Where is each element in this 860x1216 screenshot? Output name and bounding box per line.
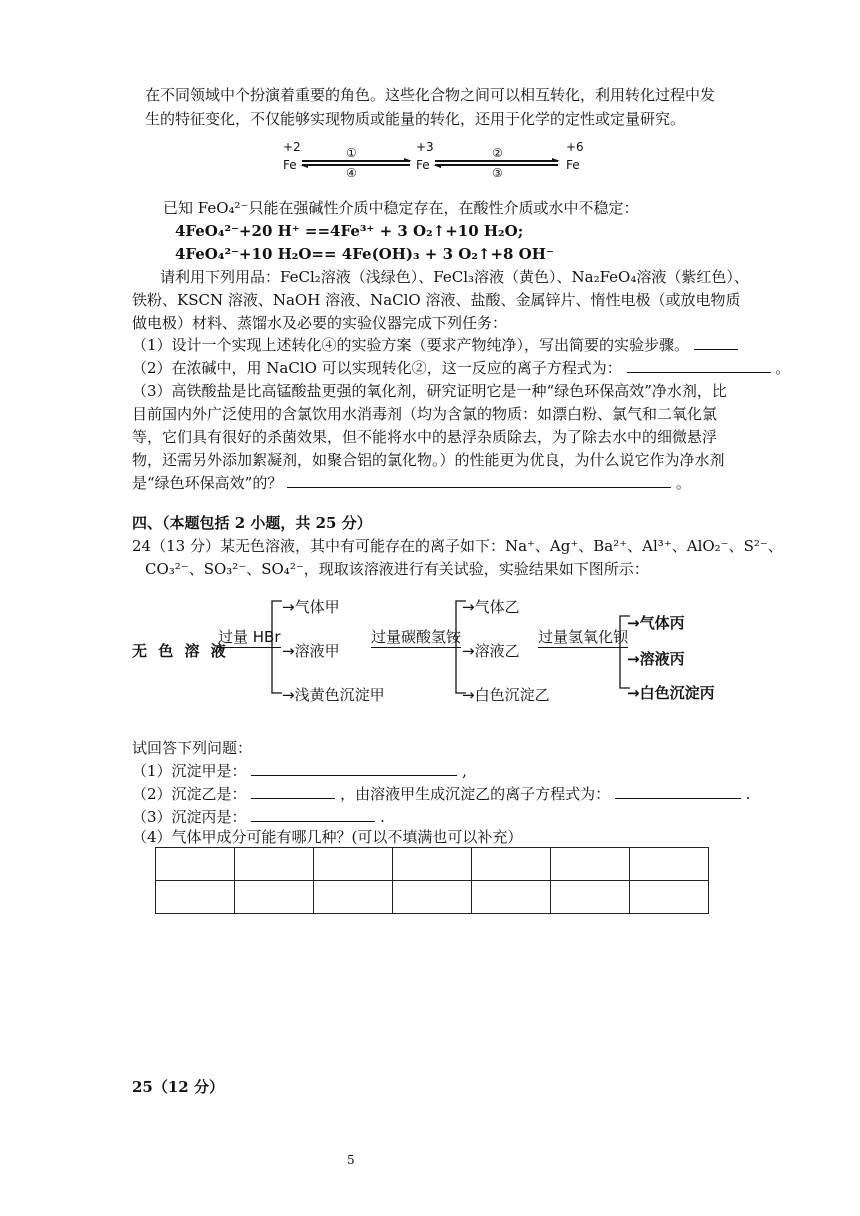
fe3-label: Fe (416, 158, 430, 172)
q24-answer-2-blank-a[interactable] (251, 783, 335, 799)
fe3-oxidation-state: +3 (416, 140, 434, 154)
arrow-2-label: ② (492, 146, 503, 160)
reagents-line-3: 做电极）材料、蒸馏水及必要的实验仪器完成下列任务： (132, 314, 508, 332)
q24-line-2: CO₃²⁻、SO₃²⁻、SO₄²⁻，现取该溶液进行有关试验，实验结果如下图所示： (145, 560, 649, 578)
q24-answer-2-blank-b[interactable] (615, 783, 741, 799)
q23-part-2-end: 。 (775, 359, 791, 377)
conversion-arrows (300, 140, 570, 185)
page-number: 5 (347, 1153, 355, 1167)
table-cell[interactable] (630, 881, 709, 914)
equation-1: 4FeO₄²⁻+20 H⁺ ==4Fe³⁺ + 3 O₂↑+10 H₂O; (175, 222, 524, 240)
table-cell[interactable] (156, 848, 235, 881)
q24-answer-1-label: （1）沉淀甲是： (132, 762, 247, 780)
q23-part-3-question: 是“绿色环保高效”的？ (132, 474, 283, 492)
table-cell[interactable] (551, 848, 630, 881)
q24-answer-2-mid: ，由溶液甲生成沉淀乙的离子方程式为： (340, 785, 611, 803)
table-cell[interactable] (472, 848, 551, 881)
table-row (156, 848, 709, 881)
table-cell[interactable] (235, 881, 314, 914)
q24-answer-1-end: , (462, 762, 467, 780)
table-cell[interactable] (393, 881, 472, 914)
flow-start: 无 色 溶 液 (132, 642, 229, 660)
fe6-oxidation-state: +6 (566, 140, 584, 154)
q24-answer-2-label: （2）沉淀乙是： (132, 785, 247, 803)
reagents-line-2: 铁粉、KSCN 溶液、NaOH 溶液、NaClO 溶液、盐酸、金属锌片、惰性电极（或放电物质 (132, 291, 741, 309)
flow-precipitate-c: →白色沉淀丙 (627, 684, 715, 702)
q23-part-3-line-4: 物，还需另外添加絮凝剂，如聚合铝的氯化物。）的性能更为优良，为什么说它作为净水剂 (132, 451, 725, 469)
flow-solution-a: →溶液甲 (282, 642, 340, 660)
table-cell[interactable] (235, 848, 314, 881)
table-cell[interactable] (314, 881, 393, 914)
gas-composition-table (155, 847, 709, 914)
q25-label: 25（12 分） (132, 1078, 224, 1096)
q23-part-3-end: 。 (675, 474, 691, 492)
section-4-heading: 四、（本题包括 2 小题，共 25 分） (132, 514, 372, 532)
q23-part-2-answer-blank[interactable] (627, 357, 771, 373)
flow-solution-b: →溶液乙 (462, 642, 520, 660)
q24-answer-1-blank[interactable] (251, 760, 457, 776)
q24-answer-4: （4）气体甲成分可能有哪几种？(可以不填满也可以补充） (132, 828, 523, 846)
flow-gas-c: →气体丙 (627, 614, 685, 632)
intro-line-1: 在不同领域中个扮演着重要的角色。这些化合物之间可以相互转化，利用转化过程中发 (145, 86, 716, 104)
q24-line-1: 24（13 分）某无色溶液，其中有可能存在的离子如下：Na⁺、Ag⁺、Ba²⁺、Al³⁺、AlO₂⁻、S²⁻、 (132, 537, 783, 555)
q24-answer-3-blank[interactable] (251, 806, 375, 822)
table-cell[interactable] (156, 881, 235, 914)
table-cell[interactable] (314, 848, 393, 881)
q23-part-2 (132, 357, 790, 379)
flow-precipitate-a: →浅黄色沉淀甲 (282, 686, 385, 704)
q24-prompt: 试回答下列问题： (132, 739, 253, 757)
fe2-oxidation-state: +2 (283, 140, 301, 154)
flow-precipitate-b: →白色沉淀乙 (462, 686, 550, 704)
table-cell[interactable] (630, 848, 709, 881)
q23-part-3-line-1: （3）高铁酸盐是比高锰酸盐更强的氧化剂，研究证明它是一种“绿色环保高效”净水剂，比 (132, 382, 727, 400)
q23-part-3-line-5 (132, 472, 691, 494)
q23-part-1-text: （1）设计一个实现上述转化④的实验方案（要求产物纯净），写出简要的实验步骤。 (132, 336, 690, 354)
arrow-4-label: ④ (346, 166, 357, 180)
equation-2: 4FeO₄²⁻+10 H₂O== 4Fe(OH)₃ + 3 O₂↑+8 OH⁻ (175, 245, 554, 263)
flow-gas-a: →气体甲 (282, 598, 340, 616)
table-row (156, 881, 709, 914)
flow-gas-b: →气体乙 (462, 598, 520, 616)
q23-part-3-answer-blank[interactable] (287, 472, 671, 488)
fe2-label: Fe (283, 158, 297, 172)
reagents-line-1: 请利用下列用品：FeCl₂溶液（浅绿色）、FeCl₃溶液（黄色）、Na₂FeO₄溶液（紫红色）、 (160, 268, 749, 286)
flow-step-2-reagent: 过量碳酸氢铵 (371, 628, 462, 646)
q24-answer-3-label: （3）沉淀丙是： (132, 808, 247, 826)
intro-line-2: 生的特征变化，不仅能够实现物质或能量的转化，还用于化学的定性或定量研究。 (145, 110, 686, 128)
table-cell[interactable] (472, 881, 551, 914)
table-cell[interactable] (393, 848, 472, 881)
q24-answer-1 (132, 760, 467, 782)
flow-step-1-reagent: 过量 HBr (218, 628, 281, 646)
table-cell[interactable] (551, 881, 630, 914)
q23-part-3-line-3: 等，它们具有很好的杀菌效果，但不能将水中的悬浮杂质除去，为了除去水中的细微悬浮 (132, 428, 718, 446)
q24-answer-2-end: . (745, 785, 751, 803)
q24-answer-3-end: . (380, 808, 385, 826)
arrow-1-label: ① (346, 146, 357, 160)
flow-solution-c: →溶液丙 (627, 650, 685, 668)
q24-answer-2 (132, 783, 750, 805)
q23-part-1-answer-blank[interactable] (694, 334, 738, 350)
q24-answer-3 (132, 806, 385, 828)
known-intro: 已知 FeO₄²⁻只能在强碱性介质中稳定存在，在酸性介质或水中不稳定： (163, 199, 639, 217)
flow-step-3-reagent: 过量氢氧化钡 (538, 628, 629, 646)
fe6-label: Fe (566, 158, 580, 172)
q23-part-2-text: （2）在浓碱中，用 NaClO 可以实现转化②，这一反应的离子方程式为： (132, 359, 622, 377)
arrow-3-label: ③ (492, 166, 503, 180)
q23-part-3-line-2: 目前国内外广泛使用的含氯饮用水消毒剂（均为含氯的物质：如漂白粉、氯气和二氧化氯 (132, 405, 718, 423)
q23-part-1 (132, 334, 738, 356)
